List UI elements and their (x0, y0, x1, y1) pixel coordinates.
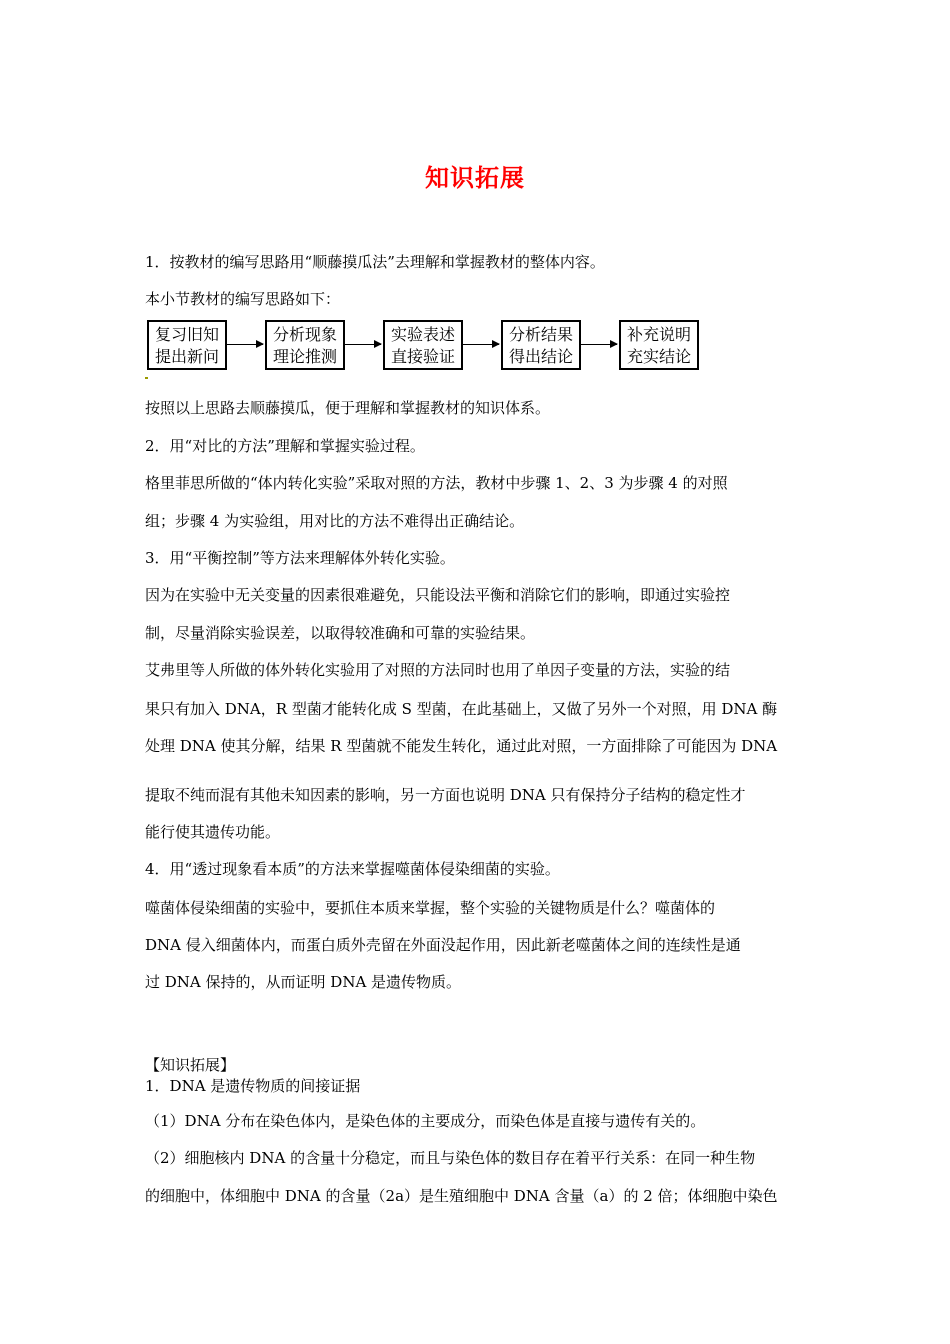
flow-box (383, 320, 463, 370)
text-line: 4．用“透过现象看本质”的方法来掌握噬菌体侵染细菌的实验。 (145, 860, 560, 878)
text-line: DNA 侵入细菌体内，而蛋白质外壳留在外面没起作用，因此新老噬菌体之间的连续性是通 (145, 936, 741, 954)
flow-diagram (145, 320, 705, 378)
text-line: 1．按教材的编写思路用“顺藤摸瓜法”去理解和掌握教材的整体内容。 (145, 253, 605, 271)
flow-box-line: 复习旧知 (154, 325, 219, 344)
flow-box-line: 充实结论 (626, 347, 691, 366)
flow-box (501, 320, 581, 370)
decorative-mark (145, 377, 148, 379)
text-line: 2．用“对比的方法”理解和掌握实验过程。 (145, 437, 425, 455)
text-line: 能行使其遗传功能。 (145, 823, 281, 841)
flow-box (619, 320, 699, 370)
text-line: 1．DNA 是遗传物质的间接证据 (145, 1077, 361, 1095)
section-heading: 【知识拓展】 (145, 1056, 236, 1074)
flow-box-line: 分析结果 (508, 325, 573, 344)
text-line: 因为在实验中无关变量的因素很难避免，只能设法平衡和消除它们的影响，即通过实验控 (145, 586, 731, 604)
flow-box (265, 320, 345, 370)
arrow-right-icon (345, 344, 381, 345)
text-line: 格里菲思所做的“体内转化实验”采取对照的方法，教材中步骤 1、2、3 为步骤 4 的对照 (145, 474, 728, 492)
text-line: 按照以上思路去顺藤摸瓜，便于理解和掌握教材的知识体系。 (145, 399, 551, 417)
flow-box-line: 直接验证 (390, 347, 455, 366)
arrow-right-icon (463, 344, 499, 345)
flow-box-line: 补充说明 (626, 325, 691, 344)
text-line: 果只有加入 DNA，R 型菌才能转化成 S 型菌，在此基础上，又做了另外一个对照，用 DNA 酶 (145, 700, 778, 718)
text-line: （1）DNA 分布在染色体内，是染色体的主要成分，而染色体是直接与遗传有关的。 (145, 1112, 706, 1130)
text-line: 处理 DNA 使其分解，结果 R 型菌就不能发生转化，通过此对照，一方面排除了可能因为 DNA (145, 737, 778, 755)
text-line: 过 DNA 保持的，从而证明 DNA 是遗传物质。 (145, 973, 462, 991)
text-line: 提取不纯而混有其他未知因素的影响，另一方面也说明 DNA 只有保持分子结构的稳定性才 (145, 786, 746, 804)
arrow-right-icon (227, 344, 263, 345)
text-line: 的细胞中，体细胞中 DNA 的含量（2a）是生殖细胞中 DNA 含量（a）的 2 倍；体细胞中染色 (145, 1187, 778, 1205)
text-line: （2）细胞核内 DNA 的含量十分稳定，而且与染色体的数目存在着平行关系：在同一种生物 (145, 1149, 756, 1167)
text-line: 3．用“平衡控制”等方法来理解体外转化实验。 (145, 549, 455, 567)
text-line: 本小节教材的编写思路如下： (145, 290, 341, 308)
flow-box-line: 提出新问 (154, 347, 219, 366)
flow-box (147, 320, 227, 370)
flow-box-line: 理论推测 (272, 347, 337, 366)
text-line: 艾弗里等人所做的体外转化实验用了对照的方法同时也用了单因子变量的方法，实验的结 (145, 661, 731, 679)
text-line: 噬菌体侵染细菌的实验中，要抓住本质来掌握，整个实验的关键物质是什么？噬菌体的 (145, 899, 716, 917)
flow-box-line: 得出结论 (508, 347, 573, 366)
flow-box-line: 分析现象 (272, 325, 337, 344)
text-line: 制，尽量消除实验误差，以取得较准确和可靠的实验结果。 (145, 624, 536, 642)
arrow-right-icon (581, 344, 617, 345)
page-title: 知识拓展 (425, 164, 525, 192)
flow-box-line: 实验表述 (390, 325, 455, 344)
text-line: 组；步骤 4 为实验组，用对比的方法不难得出正确结论。 (145, 512, 525, 530)
